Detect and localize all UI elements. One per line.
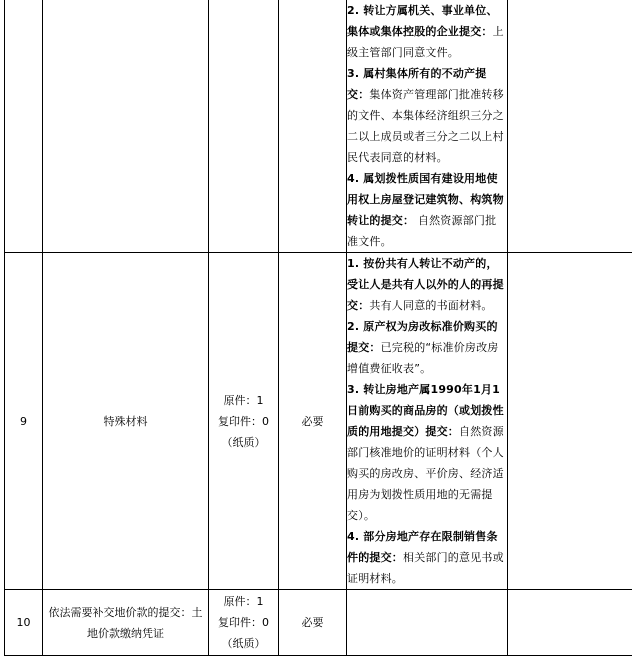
list-item [347, 0, 507, 63]
required-cell [279, 0, 347, 253]
item-requirement: 自然资源部门核准地价的证明材料（个人购买的房改房、平价房、经济适用房为划拨性质用地的无需提交）。 [347, 425, 504, 522]
description-cell [347, 0, 508, 253]
required-cell: 必要 [279, 253, 347, 590]
table-row [5, 0, 632, 253]
item-condition: 2. 转让方属机关、事业单位、集体或集体控股的企业提交： [347, 4, 498, 38]
remarks-cell [508, 0, 632, 253]
material-name-cell [43, 253, 209, 590]
list-item [347, 168, 507, 252]
required-cell: 必要 [279, 590, 347, 656]
item-requirement: 上级主管部门同意文件。 [347, 25, 504, 59]
material-name: 依法需要补交地价款的提交：土地价款缴纳凭证 [43, 602, 208, 644]
list-item [347, 526, 507, 589]
material-name: 特殊材料 [43, 411, 208, 432]
description-cell [347, 253, 508, 590]
list-item [347, 63, 507, 168]
item-requirement: 共有人同意的书面材料。 [369, 299, 492, 312]
count-cell [209, 253, 279, 590]
item-condition: 4. 部分房地产存在限制销售条件的提交： [347, 530, 498, 564]
list-item [347, 253, 507, 316]
original-count: 原件：1 [209, 390, 278, 411]
remarks-cell [508, 253, 632, 590]
original-count: 原件：1 [209, 591, 278, 612]
table-row [5, 590, 632, 656]
material-name-cell [43, 590, 209, 656]
materials-table [4, 0, 632, 656]
item-requirement: 已完税的“标准价房改房增值费征收表”。 [347, 341, 499, 375]
table-row [5, 253, 632, 590]
description-cell [347, 590, 508, 656]
item-condition: 2. 原产权为房改标准价购买的提交： [347, 320, 498, 354]
count-cell [209, 590, 279, 656]
copy-count: 复印件：0 [209, 612, 278, 633]
medium-type: （纸质） [209, 432, 278, 453]
item-condition: 1. 按份共有人转让不动产的，受让人是共有人以外的人的再提交： [347, 257, 504, 312]
row-number-cell [5, 0, 43, 253]
copy-count: 复印件：0 [209, 411, 278, 432]
list-item [347, 379, 507, 526]
row-number-cell: 9 [5, 253, 43, 590]
item-requirement: 集体资产管理部门批准转移的文件、本集体经济组织三分之二以上成员或者三分之二以上村民代表同意的材料。 [347, 88, 504, 164]
remarks-cell [508, 590, 632, 656]
count-cell [209, 0, 279, 253]
item-requirement: 自然资源部门批准文件。 [347, 214, 496, 248]
list-item [347, 316, 507, 379]
item-condition: 3. 转让房地产属1990年1月1日前购买的商品房的（或划拨性质的用地提交）提交： [347, 383, 504, 438]
material-name-cell [43, 0, 209, 253]
item-requirement: 相关部门的意见书或证明材料。 [347, 551, 504, 585]
item-condition: 3. 属村集体所有的不动产提交： [347, 67, 486, 101]
item-condition: 4. 属划拨性质国有建设用地使用权上房屋登记建筑物、构筑物转让的提交： [347, 172, 504, 227]
row-number-cell: 10 [5, 590, 43, 656]
medium-type: （纸质） [209, 633, 278, 654]
